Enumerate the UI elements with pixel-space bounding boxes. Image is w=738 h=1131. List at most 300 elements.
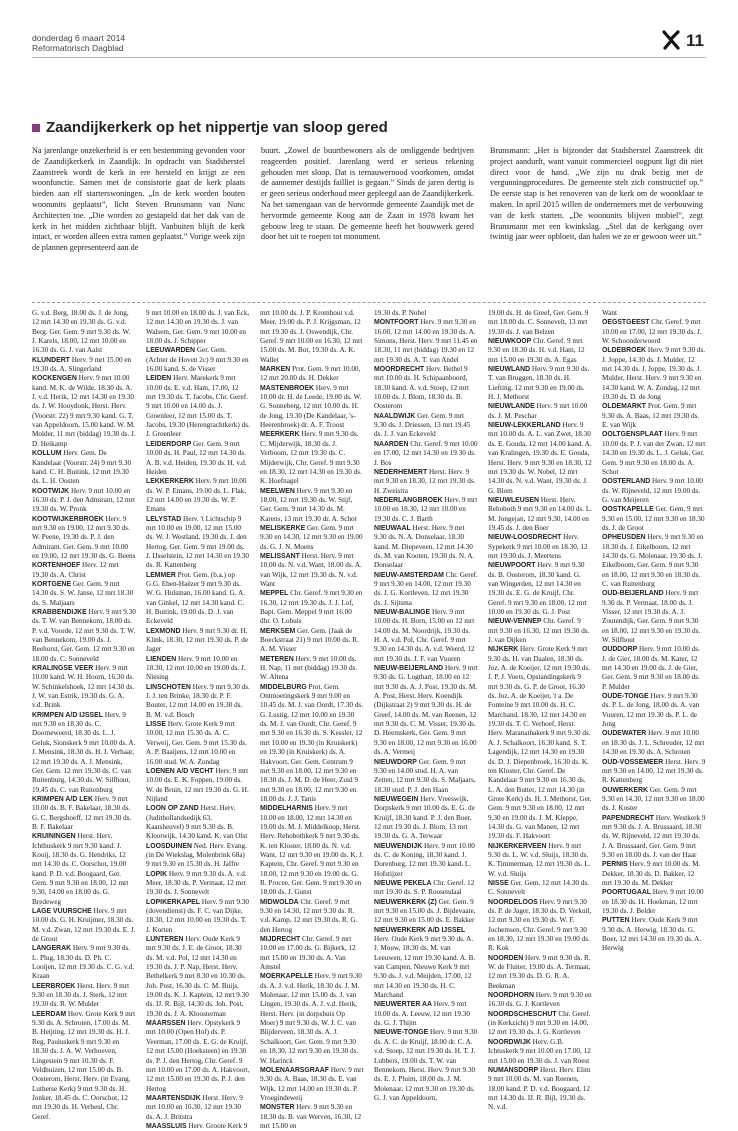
service-details: Ger. Gem. 9 mrt 9.30 en 14.30, 12 mrt 9.30 en 19.00 ds. G. J. N. Moens xyxy=(260,523,363,551)
place-name: OLDEMARKT xyxy=(602,403,647,411)
service-details: Herv. Bethel 9 mrt 10.00 ds. H. Schipaanboord, 18.30 kand. A. v.d. Stoep, 12 mrt 10.00 ds. J. Blom, 18.30 ds. B. Oosterom xyxy=(374,365,469,411)
list-item xyxy=(32,561,136,580)
place-name: NOORDEN xyxy=(488,954,524,962)
service-details: Ger. Gem. 9 mrt 14.30 ds. S. W. Janse, 12 mrt 18.30 ds. S. Maljaars xyxy=(32,579,134,607)
church-service-list xyxy=(32,309,708,1130)
list-item xyxy=(374,496,478,524)
service-details: Herv. 9 mrt 10.00 ds. W. Rijneveld, 12 mrt 19.00 ds. G. van Meijeren xyxy=(602,477,703,504)
list-item xyxy=(32,356,136,375)
place-name: MIDWOLDA xyxy=(260,898,299,906)
place-name: NIEUWLAND xyxy=(488,366,531,374)
service-details: Herv. 9 mrt 10.00 ds. C. de Koning, 18.30 kand. J. Dorenburg, 12 mrt 19.30 kand. L. Hofstijzer xyxy=(374,841,475,878)
place-name: NOORDSCHESCHUT xyxy=(488,1010,557,1018)
service-details: Chr. Geref. (in Kerkzicht) 9 mrt 9.30 en 14.00, 12 mrt 19.30 ds. J. G. Kortleven xyxy=(488,1009,591,1037)
service-details: Chr. Geref. 9 mrt 9.30 en 16.30, 12 mrt 19.30 ds. J. J. Lof, Bapt. Gem. Meppel 9 mrt 16.00 dhr. O. Lobuis xyxy=(260,589,363,626)
list-column xyxy=(146,309,250,1130)
place-name: OUWERKERK xyxy=(602,786,648,794)
list-item xyxy=(32,608,136,664)
place-name: NIEUW-AMSTERDAM xyxy=(374,571,444,579)
list-column xyxy=(260,309,364,1130)
article-column xyxy=(261,146,474,254)
service-details: Herv. 9 mrt 9.30 ds. T. W. van Bennekom, 18.00 ds. P. v.d. Voorde, 12 mrt 9.30 ds. T. W. van Bennekom, 19.00 ds. J. Reehorst, Ger. Gem. 12 mrt 9.30 en 18.00 ds. C. Sonneveld xyxy=(32,608,136,663)
place-name: OUDEWATER xyxy=(602,730,647,738)
place-name: LOENEN A/D VECHT xyxy=(146,767,214,775)
article-column xyxy=(32,146,245,254)
place-name: MIJDRECHT xyxy=(260,936,301,944)
service-details: Herv. 9 mrt 10.00 en 18.30, 12 mrt 10.00 en 19.30 ds. C. J. Barth xyxy=(374,495,478,523)
place-name: OEGSTGEEST xyxy=(602,319,650,327)
list-item xyxy=(146,440,250,477)
list-item xyxy=(374,898,478,926)
service-details: Ger. Gem. (Jaak de Boeckstraat 21) 9 mrt 10.00 ds. R. A. M. Visser xyxy=(260,626,359,654)
place-name: POORTUGAAL xyxy=(602,889,651,897)
place-name: LIENDEN xyxy=(146,655,177,663)
service-details: Herv. 9 mrt 9.30 en 18.00, 12 mrt 19.30 ds. W. Stijf, Ger. Gem. 9 mrt 14.30 ds. M. Karens, 13 mrt 19.30 dr. A. Schot xyxy=(260,486,357,523)
list-item xyxy=(602,645,706,692)
place-name: MERKSEM xyxy=(260,627,296,635)
list-item xyxy=(32,580,136,608)
list-item xyxy=(146,804,250,841)
place-name: NIEUWAAL xyxy=(374,524,411,532)
service-details: Ger. Gem. 9 mrt 9.30 ds. J. Driessen, 13 mrt 19.45 ds. J. J. van Eckeveld xyxy=(374,411,471,439)
place-name: MEPPEL xyxy=(260,590,289,598)
place-name: NIEUW-VENNEP xyxy=(488,618,542,626)
service-details: Prot. Gem. Ontmoetingskerk 9 mrt 9.00 en 10.45 ds. M. J. van Oordt, 17.30 ds. G. Lustig, 12 mrt 10.00 en 19.30 ds. M. J. van Oordt, Chr. Geref. 9 mrt 9.30 en 16.30 ds. S. Kessler, 12 mrt 10.00 en 19.30 (in Kruiskerk) en 19.30 (in Kruiskerk) ds. A. Hakvoort, Ger. Gem. Centrum 9 mrt 9.30 en 18.00, 12 mrt 9.30 en 18.30 ds. J. M. D. de Heer, Zuid 9 mrt 9.30 en 18.00, 12 mrt 9.30 en 18.00 ds. J. J. Tanis xyxy=(260,682,364,803)
service-details: Herst. Herv. Rehoboth 9 mrt 9.30 en 14.00 ds. L. M. Jongejan, 12 mrt 9.30, 14.00 en 19.45 ds. J. den Boer xyxy=(488,495,593,532)
place-name: NIEUWENDIJK xyxy=(374,842,423,850)
service-details: Ger. Gem. 9 mrt 10.00 ds. H. Paul, 12 mrt 14.30 ds. A. B. v.d. Heiden, 19.30 ds. H. v.d. Heiden xyxy=(146,439,247,476)
place-name: MELISKERKE xyxy=(260,524,306,532)
place-name: MOERKAPELLE xyxy=(260,973,313,981)
list-item xyxy=(32,374,136,449)
service-details: Want xyxy=(602,309,617,317)
list-item xyxy=(374,318,478,365)
place-name: NOORDHORN xyxy=(488,992,534,1000)
place-name: LUNTEREN xyxy=(146,936,184,944)
place-name: OLDEBROEK xyxy=(602,347,647,355)
article-paragraph: Na jarenlange onzekerheid is er een bestemming gevonden voor de Zaandijkerkerk in Zaandijk. In opdracht van Stadsherstel Zaanstreek wordt de kerk in ere hersteld en krijgt ze een woonfunctie. Samen met de consistorie gaat de kerk plaats bieden aan elf starterswoningen. „In de kerk worden houten woonunits geplaatst”, licht Steven Brunsmann van Nunc Architecten toe. „Die worden zo gestapeld dat het dak van de kerk in het midden zichtbaar blijft. Vanbuiten blijft de kerk intact, er worden alleen extra ramen geplaatst.” Vorige week zijn de plannen gepresenteerd aan de xyxy=(32,146,245,253)
service-details: Herv. 9 mrt 10.00 en 18.30, 12 mrt 10.00 en 19.00 ds. J. Niesing xyxy=(146,654,246,682)
place-name: KRABBENDIJKE xyxy=(32,609,87,616)
place-name: MAARSSEN xyxy=(146,1020,186,1028)
list-item xyxy=(146,720,250,767)
place-name: KORTGENE xyxy=(32,580,72,588)
list-item xyxy=(32,515,136,562)
list-item xyxy=(32,711,136,795)
service-details: Herv. 9 mrt 10.00 ds. H. Nap, 11 mrt (biddag) 19.30 ds. W. Altena xyxy=(260,654,358,682)
service-details: Chr. Geref. 9 mrt 9.30 en 16.30, 12 mrt 19.30 ds. J. van Dijken xyxy=(488,617,590,645)
list-item xyxy=(146,842,250,870)
place-name: NIEUWERKERK A/D IJSSEL xyxy=(374,926,466,934)
list-item xyxy=(146,898,250,935)
list-item xyxy=(374,608,478,664)
list-item xyxy=(260,365,364,384)
place-name: MONTFOORT xyxy=(374,319,419,327)
service-details: Chr. Geref. 12 mrt 19.30 ds. S. P. Roosendaal xyxy=(374,878,475,897)
paper-name: Reformatorisch Dagblad xyxy=(32,43,124,53)
list-item xyxy=(602,758,706,786)
service-details: Herv. 9 mrt 9.30 ds. P. Vermaat, 18.00 ds. J. Visser, 12 mrt 19.30 ds. A. J. Zoutendijk, Ger. Gem. 9 mrt 9.30 en 18.00, 12 mrt 9.30 en 19.30 ds. W. Silfhout xyxy=(602,589,701,645)
service-details: Herv. G.B. Ichtuskerk 9 mrt 10.00 en 17.00, 12 mrt 15.00 en 19.30 ds. J. van Roest xyxy=(488,1037,591,1065)
list-item xyxy=(146,1019,250,1094)
list-item xyxy=(32,487,136,515)
place-name: NIEUW-LOOSDRECHT xyxy=(488,534,562,542)
list-item xyxy=(32,664,136,711)
list-item xyxy=(602,692,706,729)
service-details: Herv. Marekerk 9 mrt 10.00 ds. E. v.d. Ham, 17.00, 12 mrt 19.30 ds. T. Jacobs, Chr. Geref. 9 mrt 10.00 en 14.00 ds. J. Groenleer, 12 mrt 15.00 ds. T. Jacobs, 19.30 (Herengrachtkerk) ds. J. Groenleer xyxy=(146,374,250,439)
place-name: NIEUW-LEKKERLAND xyxy=(488,422,561,430)
place-name: KRUININGEN xyxy=(32,833,76,841)
service-details: 9 mrt 10.00 en 18.00 ds. J. van Eck, 12 mrt 14.30 en 19.30 ds. J. van Walsem, Ger. Gem. 9 mrt 10.00 en 18.00 ds. J. Schipper xyxy=(146,309,250,346)
service-details: Herv. 9 mrt 9.30 ds. T. van Bruggen, 18.30 ds. H. Liefting, 12 mrt 9.30 en 19.00 ds. H. J. Methorst xyxy=(488,365,590,402)
service-details: Herv. 9 mrt 10.00 kand. M. K. de Wilde, 18.30 ds. A. J. v.d. Herik, 12 mrt 14.30 en 19.30 ds. J. W. Hooydonk, Herst. Herv. (Voorstr. 22) 9 mrt 9.30 kand. G. T. van Appeldoorn, 15.00 kand. W. M. Molder, 11 mrt (biddag) 19.30 ds. J. D. Heikamp xyxy=(32,374,136,448)
list-item xyxy=(146,477,250,514)
service-details: Herv. 9 mrt 15.00 en 19.30 ds. A. Slingerland xyxy=(32,355,132,374)
service-details: Herv. Opstykerk 9 mrt 10.00 (Open Hof) ds. P. Veerman, 17.00 ds. E. G. de Kruijf, 12 mrt 15.00 (Hoeksteen) en 19.30 ds. P. J. den Hertog, Chr. Geref. 9 mrt 10.00 en 17.00 ds. A. Hakvoort, 12 mrt 15.00 en 19.30 ds. P. J. den Hertog xyxy=(146,1019,250,1093)
service-details: Herv. 9 mrt 9.30 ds. J. J. ten Brinke, 18.30 dr. P. F. Bouter, 12 mrt 14.00 en 19.30 ds. B. M. v.d. Bosch xyxy=(146,682,250,719)
place-name: LEKKERKERK xyxy=(146,478,194,486)
list-item xyxy=(488,1010,592,1038)
place-name: KOOTWIJKERBROEK xyxy=(32,515,104,523)
place-name: LEXMOND xyxy=(146,627,181,635)
place-name: NIEUWDORP xyxy=(374,758,417,766)
list-item xyxy=(602,916,706,953)
list-item xyxy=(602,402,706,430)
place-name: NOORDELOOS xyxy=(488,898,538,906)
service-details: Herv. 9 mrt 10.00 ds. J. de Gier, 18.00 ds. M. Kater, 12 mrt 14.30 en 19.00 ds. J. de Gier, Ger. Gem. 9 mrt 9.30 en 18.00 ds. P. Mulder xyxy=(602,645,700,691)
place-name: NIEUWEGEIN xyxy=(374,795,419,803)
service-details: Herv. 9 mrt 9.30 ds. R. W. de Fluiter, 19.00 ds. A. Termaat, 12 mrt 19.30 ds. D. G. R. A. Beekman xyxy=(488,953,591,990)
list-item xyxy=(488,365,592,402)
list-item xyxy=(32,832,136,907)
service-details: Herv. 9 mrt 10.00 ds. M. Dekker, 18.30 ds. D. Bakker, 12 mrt 19.30 ds. M. Dekker xyxy=(602,860,701,887)
place-name: KRALINGSE VEER xyxy=(32,665,94,673)
service-details: Herv. Grote Kerk 9 mrt 9.30 ds. H. van Daalen, 18.30 ds. Joz. A. de Koeijer, 12 mrt 19.30 ds. J. P. J. Voets, Opstandingskerk 9 mrt 9.30 ds. G. P. de Groot, 16.30 ds. Joz. A. de Koeijer, 't a. De Fonteine 9 mrt 10.00 ds. H. C. Marchand, 18.30, 12 mrt 14.30 en 19.30 ds. T. C. Verhoef, Herst. Herv. Maranathakerk 9 mrt 9.30 ds. A. J. Schalkoort, 16.30 kand. S. T. Lagendijk, 12 mrt 14.30 en 19.30 ds. D. J. Diepenbroek, 16.30 ds. K. ten Kloster, Chr. Geref. De Kandelaar 9 mrt 9.30 en 16.30 ds. L. A. den Butter, 12 mrt 14.30 (in Grote Kerk) ds. H. J. Methorst, Ger. Gem. 9 mrt 9.30 en 18.00, 12 mrt 9.30 en 19.00 ds. J. M. Kleppe, 14.30 ds. G. van Manen, 12 mrt 19.30 ds. F. Hakvoort xyxy=(488,645,592,841)
list-item xyxy=(260,589,364,626)
list-column xyxy=(602,309,706,1061)
service-details: Herv. 9 mrt 9.30 ds. L. W. v.d. Sluijs, 18.30 ds. K. Timmerman, 12 mrt 19.30 ds. L. W. v.d. Sluijs xyxy=(488,841,591,878)
service-details: Herst. Herv. Elim 9 mrt 10.00 ds. M. van Reenen, 18.00 kand. P. D. v.d. Boogaard, 12 mrt 14.30 ds. IJ. R. Bijl, 19.30 ds. N. v.d. xyxy=(488,1065,591,1112)
service-details: Herv. Oude Kerk 9 mrt 9.30 ds. A. J. Mouw, 18.30 ds. M. van Leeuwen, 12 mrt 19.30 kand. A. B. van Campen, Nieuwe Kerk 9 mrt 9.30 ds. J. v.d. Meijden, 17.00, 12 mrt 14.30 en 19.30 ds. H. C. Marchand xyxy=(374,935,476,1000)
service-details: Ger. Gem. 9 mrt 9.30 en 15.00, 12 mrt 9.30 en 18.30 ds. J. de Groot xyxy=(602,505,705,532)
list-item xyxy=(602,309,706,318)
service-details: Prot. Gem. 9 mrt 10.00, 12 mrt 20.00 ds. H. Dekker xyxy=(260,365,361,383)
service-details: Herv. 9 mrt 9.30 (dovendienst) ds. F. C. van Dijke, 18.30, 12 mrt 10.00 en 19.30 ds. T. J. Korten xyxy=(146,897,250,934)
place-name: NIJKERKERVEEN xyxy=(488,842,547,850)
place-name: MAARTENSDIJK xyxy=(146,1094,201,1102)
list-item xyxy=(146,571,250,627)
list-item xyxy=(260,1103,364,1131)
place-name: LOON OP ZAND xyxy=(146,805,199,813)
service-details: Herv. 9 mrt 9.30 ds. A. v.d. Meer, 18.30 ds. P. Vermaat, 12 mrt 19.30 ds. J. Sonnevelt xyxy=(146,869,247,897)
list-item xyxy=(146,346,250,374)
service-details: G. v.d. Berg, 18.00 ds. J. de Jong, 12 mrt 14.30 en 19.30 ds. G. v.d. Berg. Ger. Gem. 9 mrt 9.30 ds. W. J. Karels, 18.00, 12 mrt 10.00 en 16.30 ds. G. J. van Aalst xyxy=(32,309,131,355)
list-item xyxy=(374,926,478,1001)
service-details: Herv. 9 mrt 9.30 en 16.00, 12 mrt 14.00 en 19.30 ds. A. Simons, Herst. Herv. 9 mrt 11.45 en 18.30, 11 mrt (biddag) 19.30 en 12 mrt 19.30 ds. A. T. van Andel xyxy=(374,318,478,364)
service-details: Herv. 9 mrt 9.30 ds. A. J. v.d. Herik, 18.30 ds. J. M. Molenaar, 12 mrt 15.00 ds. J. van Lingen, 19.30 ds. A. J. v.d. Herik, Herst. Herv. (in dorpshuis Op Moer) 9 mrt 9.30 ds. W. J. C. van Blijderveen, 18.30 ds. A. J. Schalkoort, Ger. Gem. 9 mrt 9.30 en 18.30, 12 mrt 9.30 en 19.30 ds. W. Harinck xyxy=(260,972,362,1065)
place-name: KRIMPEN A/D IJSSEL xyxy=(32,711,103,719)
service-details: Herv. 9 mrt 10.00 ds. A. L. van Zwet, 18.30 ds. E. Gouda, 12 mrt 14.00 kand. A. van Kralingen, 19.30 ds. E. Gouda, Herst. Herv. 9 mrt 9.30 en 18.30, 12 mrt 19.30 ds. W. Nobel, 12 mrt 14.30 ds. N. v.d. Want, 19.30 ds. J. G. Blom xyxy=(488,421,592,495)
place-name: METEREN xyxy=(260,655,294,663)
service-details: Herv. Vreeswijk, Dorpskerk 9 mrt 10.00 ds. E. G. de Kruijf, 18.30 kand. P. J. den Boer, 12 mrt 19.30 ds. J. Blom, 13 mrt 19.30 ds. G. A. Terwaar xyxy=(374,794,475,841)
place-name: MEELWEN xyxy=(260,487,295,495)
list-item xyxy=(146,1094,250,1122)
list-item xyxy=(146,655,250,683)
list-item xyxy=(32,982,136,1010)
list-item xyxy=(146,767,250,804)
place-name: KRIMPEN A/D LEK xyxy=(32,795,93,803)
place-name: NUMANSDORP xyxy=(488,1066,539,1074)
place-name: NIEUW-BALINGE xyxy=(374,609,431,616)
list-item xyxy=(260,898,364,935)
service-details: Herv. Oude Kerk 9 mrt 9.30 ds. J. E. de Groot, 18.30 ds. M. v.d. Pol, 12 mrt 14.30 en 19.30 ds. J. P. Nap, Herst. Herv. Bethelkerk 9 mrt 8.30 en 10.30 ds. Joh. Post, 16.30 ds. C. M. Buijs, 19.00 ds. K. J. Kaptein, 12 mrt 9.30 ds. IJ. R. Bijl, 14.30 ds. Joh. Post, 19.30 ds. J. A. Kloosterman xyxy=(146,935,249,1018)
service-details: Herv. 9 mrt 10.00 ds. J. M. Peschar xyxy=(488,402,588,420)
place-name: LEEUWARDEN xyxy=(146,347,196,355)
service-details: Herv. 9 mrt 9.30 ds. G. Lugthart, 18.00 en 12 mrt 9.30 ds. A. J. Post, 19.30 ds. M. A. Post, Herst. Herv. Koendijk (Dijkstraat 2) 9 mrt 9.30 ds. H. de Greef, 14.00 ds. M. van Reenen, 12 mrt 9.30 ds. C. M. Visser, 19.30 ds. D. Heemskerk, Ger. Gem. 9 mrt 9.30 en 18.00, 12 mrt 9.30 en 16.00 ds. A. Vermeij xyxy=(374,664,478,757)
place-name: OOLTGENSPLAAT xyxy=(602,431,663,439)
place-name: NIEUWERKERK (Z) xyxy=(374,898,437,906)
place-name: PERNIS xyxy=(602,861,628,869)
service-details: Herst. Herv. 9 mrt 9.30 en 18.30 ds. J. Sterk, 12 mrt 19.30 ds. R. W. Mulder xyxy=(32,981,130,1009)
place-name: LANGERAK xyxy=(32,945,72,953)
list-item xyxy=(374,468,478,496)
list-item xyxy=(260,935,364,972)
service-details: Herv. 9 mrt 9.30 ds. B. Oosterom, 18.30 kand. G. van Wingerden, 12 mrt 14.30 en 19.30 ds. E. G. de Kruijf, Chr. Geref. 9 mrt 9.30 en 18.00, 12 mrt 10.00 en 19.30 ds. G. J. Post xyxy=(488,561,587,616)
place-name: LAGE VUURSCHE xyxy=(32,908,92,915)
list-item xyxy=(260,655,364,683)
place-name: KOOTWIJK xyxy=(32,487,70,495)
service-details: Herv. 9 mrt 10.00 ds. H. Born, 15.00 en 12 mrt 14.00 ds. M. Noordrijk, 19.30 ds. H. A. v.d. Pol, Chr. Geref. 9 mrt 9.30 en 14.30 ds. A. v.d. Weerd, 12 mrt 19.30 ds. J. F. van Vuuren xyxy=(374,608,475,663)
service-details: Herv. 9 mrt 9.30 dr. H. Klink, 18.30, 12 mrt 19.30 ds. P. de Jager xyxy=(146,626,249,654)
list-item xyxy=(260,804,364,897)
article-paragraph: Brunsmann: „Het is bijzonder dat Stadsherstel Zaanstreek dit project aandurft, want vanuit commercieel oogpunt ligt dit niet direct voor de hand. „We zijn nu druk bezig met de vergunningprocedures. De gemeente stelt zich constructief op.” De eerste stap is het renoveren van de kerk om de woonklaar te maken. In april 2015 willen de ondernemers met de verbouwing van de kerk starten. „De woonunits blijven mobiel”, zegt Brunsmann met een kwinkslag. „Stel dat de kerkgang over twintig jaar weer opbloeit, dan halen we ze er gewoon weer uit.” xyxy=(490,146,703,242)
service-details: Herv. 12 mrt 19.30 ds. A. Christ xyxy=(32,561,119,579)
list-item xyxy=(374,664,478,757)
list-item xyxy=(488,617,592,645)
service-details: Herv. 9 mrt 10.00 ds. W. P. Emans, 19.00 ds. L. Flak, 12 mrt 14.00 en 19.30 ds. W. P. Emans xyxy=(146,477,247,514)
list-column xyxy=(374,309,478,1102)
article-heading xyxy=(32,119,388,136)
service-details: Herv. 9 mrt 10.00 en 18.30 ds. J. L. Schreuder, 12 mrt 14.30 en 19.30 ds. A. Schroten xyxy=(602,729,705,757)
place-name: OOSTKAPELLE xyxy=(602,506,654,514)
list-item xyxy=(602,533,706,589)
place-name: MOORDRECHT xyxy=(374,366,425,374)
place-name: MARKEN xyxy=(260,366,291,374)
service-details: Herst. Herv. 9 mrt 10.00 ds. N. v.d. Want, 18.00 ds. A. van Wijk, 12 mrt 19.30 ds. N. v.d. Want xyxy=(260,551,362,588)
service-details: Herst. Herv. Ichthuskerk 9 mrt 9.30 kand. J. Kooij, 18.30 ds. G. Hendriks, 12 mrt 14.30 ds. C. Oorschot, 19.00 kand. P. D. v.d. Boogaard, Ger. Gem. 9 mrt 9.30 en 18.00, 12 mrt 9.30, 14.00 en 18.00 ds. G. Bredeweg xyxy=(32,832,129,906)
list-item xyxy=(488,402,592,421)
service-details: 19.00 ds. H. de Greef, Ger. Gem. 9 mrt 18.00 ds. C. Sonnevelt, 13 mrt 19.30 ds. J. van Belzen xyxy=(488,309,589,336)
list-item xyxy=(374,1000,478,1028)
service-details: Herv. 9 mrt 9.30 en 19.00, 12 mrt 9.30 ds. W. Peene, 19.30 ds. P. J. den Admirant. Ger. Gem. 9 mrt 10.00 en 19.00, 12 mrt 19.30 ds. G. Beens xyxy=(32,514,136,560)
date-text: donderdag 6 maart 2014 xyxy=(32,33,126,43)
place-name: LEIDERDORP xyxy=(146,440,192,448)
list-item xyxy=(374,758,478,795)
page-number: 11 xyxy=(686,31,704,50)
place-name: NAALDWIJK xyxy=(374,412,416,420)
list-item xyxy=(260,972,364,1065)
service-details: Herv. 9 mrt 9.30 ds. P. de Jager, 18.30 ds. D. Verkuil, 12 mrt 9.30 en 19.30 ds. W. F. Jochemsen, Chr. Geref. 9 mrt 9.30 en 18.30, 12 mrt 19.30 en 19.00 ds. R. Kok xyxy=(488,897,592,953)
service-details: Herv. 9 mrt 9.30 ds. P. L. de Jong, 18.00 ds. A. van Vuuren, 12 mrt 19.30 ds. P. L. de Jong xyxy=(602,692,700,729)
place-name: NIEUWPOORT xyxy=(488,562,536,570)
service-details: Herv. Grote Kerk 9 mrt 10.00, 12 mrt 15.30 ds. A. C. Verweij, Ger. Gem. 9 mrt 15.30 ds. A. P. Baaijens, 12 mrt 10.00 en 16.00 stud. W. A. Zondag xyxy=(146,720,247,766)
article-title: Zaandijkerkerk op het nippertje van sloop gered xyxy=(46,119,388,136)
header-date xyxy=(32,33,125,53)
service-details: Herv. 9 mrt 9.30 ds. A. Baas, 18.30 ds. E. van Wijk, 12 mrt 14.00 en 19.30 ds. P. Vroegindeweij xyxy=(260,1065,364,1102)
list-item xyxy=(260,1066,364,1103)
service-details: Herv. 9 mrt 10.00 en 18.30 ds. H. Hoekman, 12 mrt 19.30 ds. J. Belder xyxy=(602,888,704,915)
list-item xyxy=(602,814,706,861)
service-details: Herv. 9 mrt 9.30 ds. C. Mijderwijk, 18.30 ds. J. Verboom, 12 mrt 19.30 ds. C. Mijderwijk, Chr. Geref. 9 mrt 9.30 en 18.30, 12 mrt 14.30 en 19.30 ds. K. Hoefnagel xyxy=(260,430,362,486)
list-item xyxy=(374,309,478,318)
place-name: NIEUWE PEKELA xyxy=(374,879,432,887)
article-paragraph: buurt. „Zowel de buurtbewoners als de omliggende bedrijven reageerden positief. Jarenlang werd er serieus rekening gehouden met sloop. Dat is ternauwernood voorkomen, omdat de aannemer destijds failliet is gegaan.” Sinds de jaren dertig is er geen serieus onderhoud meer gepleegd aan de Zaandijkerkerk. Na het samengaan van de hervormde gemeente Zaandijk met de hervormde gemeente Koog aan de Zaan in 1978 kwam het gebouw leeg te staan. De gemeente heeft het bouwwerk gered door het uit te roepen tot monument. xyxy=(261,146,475,242)
list-item xyxy=(260,384,364,431)
list-item xyxy=(602,589,706,645)
place-name: NIEUWKOOP xyxy=(488,338,532,346)
list-item xyxy=(488,879,592,898)
service-details: Herv. 9 mrt 10.00 ds. B. F. Bakelaar, 18.30 ds. G. C. Bergshoeff, 12 mrt 19.30 ds. B. F. Bakelaar xyxy=(32,794,132,831)
service-details: Herv. Gem. De Kandelaar (Voorstr. 24) 9 mrt 9.30 kand. C. H. Buitink, 12 mrt 19.30 ds. L. H. Oosten xyxy=(32,449,132,486)
list-item xyxy=(32,907,136,944)
place-name: NIEUWE-TONGE xyxy=(374,1029,429,1037)
service-details: Herv. 9 mrt 9.30 en 18.30 ds. C. Doorneweerd, 18.30 ds. L. J. Geluk, Sionskerk 9 mrt 10.00 ds. A. J. Mensink, 18.30 ds. H. J. Verhaar, 12 mrt 19.30 ds. A. J. Mensink, Ger. Gem. 12 mrt 19.30 ds. C. van Ruitenburg, 14.30 ds. W. Silfhout, 19.45 ds. C. van Ruitenburg xyxy=(32,710,136,794)
place-name: KOCKENGEN xyxy=(32,375,77,383)
service-details: Herv. 9 mrt 10.00 ds. P. J. van der Zwan, 12 mrt 14.30 en 19.30 ds. L. J. Geluk, Ger. Gem. 9 mrt 9.30 en 18.00 ds. A. Schot xyxy=(602,430,706,476)
list-item xyxy=(488,533,592,561)
place-name: LEMMER xyxy=(146,571,176,579)
place-name: KLUNDERT xyxy=(32,356,70,364)
list-item xyxy=(260,524,364,552)
list-item xyxy=(602,318,706,346)
place-name: NIEUWERTER AA xyxy=(374,1001,432,1009)
list-item xyxy=(374,842,478,879)
service-details: Ger. Gem. 9 mrt 9.30 en 15.00 ds. J. Bijdevaate, 12 mrt 9.30 en 15.00 ds. E. Bakker xyxy=(374,897,476,925)
list-item xyxy=(602,786,706,814)
article-body xyxy=(32,146,708,254)
place-name: NIEUWLANDE xyxy=(488,403,535,411)
service-details: Ned. Herv. Evang. (in De Wiekslag, Molenbrink 68a) 9 mrt 9.30 en 15.30 ds. H. Jaffre xyxy=(146,841,247,869)
service-details: Herv. 9 mrt 10.00 en 16.30 ds. P. J. den Admirant, 12 mrt 19.30 ds. W. Pronk xyxy=(32,486,136,514)
header-divider xyxy=(32,57,706,58)
service-details: Chr. Geref. 9 mrt 10.00 en 17.00 ds. G. Bijkerk, 12 mrt 15.00 en 19.30 ds. A. Van Amstel xyxy=(260,935,356,972)
list-item xyxy=(488,842,592,879)
service-details: Herv. 9 mrt 10.00 kand. W. H. Hoorn, 16.30 ds. W. Schinkelshoek, 12 mrt 14.30 ds. J. W. van Estrik, 19.30 ds. G. A. v.d. Brink xyxy=(32,664,135,710)
place-name: LOPIKERKAPEL xyxy=(146,898,200,906)
service-details: Herv. Grote Kerk 9 mrt 9.30 ds. A. Schroten, 17.00 ds. M. B. Heijting, 12 mrt 19.30 ds. H. J. Reg, Pauluskerk 9 mrt 9.30 en 18.30 ds. J. A. W. Verhoeven, Lingestein 9 mrt 10.30 ds. F. Veldhuizen, 12 mrt 15.00 ds. B. Oosterom, Herst. Herv. (in Evang. Lutherse Kerk) 9 mrt 9.30 ds. H. Jonker, 18.45 ds. C. Oorschot, 12 mrt 19.30 ds. H. Verheul, Chr. Geref. xyxy=(32,1009,136,1121)
service-details: Herv. 9 mrt 10.00 ds. G. H. Kruijmer, 18.30 ds. M. v.d. Zwan, 12 mrt 19.30 ds. E. J. de Groot xyxy=(32,907,136,944)
place-name: LELYSTAD xyxy=(146,515,182,523)
list-item xyxy=(146,935,250,1019)
place-name: NEDERHEMERT xyxy=(374,468,428,476)
place-name: OOSTERLAND xyxy=(602,478,651,486)
place-name: LOOSDUINEN xyxy=(146,842,192,850)
list-item xyxy=(488,1038,592,1066)
list-item xyxy=(602,430,706,477)
place-name: MIDDELHARNIS xyxy=(260,805,313,813)
place-name: LEERDAM xyxy=(32,1010,67,1018)
service-details: Ger. Gem. 9 mrt 9.30 en 14.00 stud. H. A. van Zetten, 12 mrt 9.30 ds. S. Maljaars, 18.30 stud. P. J. den Haan xyxy=(374,757,476,794)
service-details: Herv. 9 mrt 10.00 ds. A. Leeuw, 12 mrt 19.30 ds. G. J. Thijm xyxy=(374,1000,470,1028)
service-details: Herv. Sypekerk 9 mrt 10.00 en 18.30, 12 mrt 19.30 ds. J. Meertens xyxy=(488,533,588,560)
service-details: mrt 10.00 ds. J. P. Kromhout v.d. Meer, 19.00 ds. P. J. Krijgsman, 12 mrt 19.30 ds. J. Oswendijk, Chr. Geref. 9 mrt 10.00 en 16.30, 12 mrt 15.00 ds. M. Bot, 19.30 ds. A. K. Wallet xyxy=(260,309,363,364)
list-item xyxy=(32,1010,136,1122)
list-item xyxy=(260,487,364,524)
list-item xyxy=(488,496,592,533)
place-name: LINSCHOTEN xyxy=(146,683,191,691)
service-details: Herst. Herv. 9 mrt 9.30 en 18.30, 12 mrt 19.30 ds. H. Zweistra xyxy=(374,467,476,495)
place-name: MONSTER xyxy=(260,1104,295,1112)
list-item xyxy=(602,477,706,505)
service-details: Prot. Gem. (b.a.) op G.G. Eben-Haëzer 9 mrt 9.30 ds. W. G. Hulsman, 16.00 kand. G. A. van Ginkel, 12 mrt 14.30 kand. C. H. Buitink, 19.00 ds. D. J. van Eckeveld xyxy=(146,570,245,626)
place-name: NEDERLANGBROEK xyxy=(374,496,443,504)
list-item xyxy=(374,795,478,842)
list-item xyxy=(488,309,592,337)
list-item xyxy=(32,309,136,356)
list-item xyxy=(602,505,706,533)
service-details: Herst. Herv. 9 mrt 9.30 en 14.00, 12 mrt 19.30 ds. R. Kattenberg xyxy=(602,757,706,785)
place-name: MAASSLUIS xyxy=(146,1122,187,1130)
list-item xyxy=(374,1028,478,1103)
service-details: Herv. 9 mrt 9.30 ds. L. Plug, 18.30 ds. D. Ph. C. Looijen, 12 mrt 19.30 ds. C. G. v.d. Kraan xyxy=(32,944,135,981)
place-name: OUD-VOSSEMEER xyxy=(602,758,664,766)
service-details: Herv. Groote Kerk 9 xyxy=(188,1121,248,1130)
service-details: Herv. 9 mrt 10.00 ds. E. K. Foppen, 19.00 ds. W. de Bruin, 12 mrt 19.30 ds. G. H. Nijland xyxy=(146,766,249,803)
list-item xyxy=(488,337,592,365)
place-name: OUDE-TONGE xyxy=(602,693,649,701)
list-item xyxy=(374,412,478,440)
place-name: OUDDORP xyxy=(602,646,638,654)
service-details: Herv. 9 mrt 9.30 en 18.30 ds. J. Eikelboom, 12 mrt 14.30 ds. G. Molenaar, 19.30 ds. J. Eikelboom, Ger. Gem. 9 mrt 9.30 en 18.00, 12 mrt 9.30 en 18.30 ds. C. van Ruitenburg xyxy=(602,533,704,588)
list-item xyxy=(602,729,706,757)
list-item xyxy=(32,944,136,981)
place-name: NAARDEN xyxy=(374,440,409,448)
service-details: Herv. 9 mrt 10.00 dr. H. de Leede, 19.00 ds. W. G. Sonneberg, 12 mrt 10.00 ds. H. de Jong, 19.30 (De Kandelaar, 's-Heerenbroek) dr. A. F. Troost xyxy=(260,383,362,430)
service-details: Herv. 9 mrt 9.30 ds. A. C. de Kruijf, 18.00 dr. C. A. v.d. Stoep, 12 mrt 19.30 ds. H. T. J. Lubbers, 19.00 ds. T. W. van Bennekom, Herst. Herv. 9 mrt 9.30 ds. E. J. Pluim, 18.00 ds. J. M. Molenaar, 12 mrt 9.30 en 19.30 ds. G. J. van Appeldoorn, xyxy=(374,1028,478,1102)
list-item xyxy=(260,430,364,486)
place-name: KORTENHOEF xyxy=(32,562,81,570)
service-details: Ger. Gem. 9 mrt 9.30 en 14.30, 12 mrt 9.30 en 18.00 ds. J. Koster xyxy=(602,785,705,813)
list-item xyxy=(32,795,136,832)
place-name: MEERKERK xyxy=(260,431,300,439)
list-item xyxy=(602,346,706,402)
list-item xyxy=(146,683,250,720)
service-details: Ger. Gem. 12 mrt 14.30 ds. C. Sonnevelt xyxy=(488,878,589,897)
service-details: Chr. Geref. 9 mrt 9.30 en 14.30, 12 mrt 9.30 ds. R. v.d. Kamp, 12 mrt 19.30 ds. R. G. den Hertog xyxy=(260,897,358,934)
list-item xyxy=(488,991,592,1010)
article-column xyxy=(490,146,703,254)
place-name: OPHEUSDEN xyxy=(602,534,646,542)
service-details: Chr. Geref. 9 mrt 10.00 en 17.00, 12 mrt 19.30 ds. J. W. Schoonderwoerd xyxy=(602,318,702,346)
list-item xyxy=(374,879,478,898)
list-item xyxy=(146,627,250,655)
list-item xyxy=(260,552,364,589)
title-bullet-icon xyxy=(32,124,40,132)
list-item xyxy=(146,374,250,439)
service-details: Herv. 't Lichtschip 9 mrt 10.00 en 19.00, 12 mrt 15.00 ds. W. J. Westland, 19.30 ds. J. den Hertog. Ger. Gem. 9 mrt 19.00 ds. J. IJsselstein, 12 mrt 14.30 en 19.30 ds. R. Kattenberg xyxy=(146,514,250,570)
place-name: PAPENDRECHT xyxy=(602,814,654,822)
list-column xyxy=(32,309,136,1121)
place-name: LOPIK xyxy=(146,870,168,878)
service-details: Herv. Oude Kerk 9 mrt 9.30 ds. A. Herwig, 18.30 ds. G. Boer, 12 mrt 14.30 en 19.30 ds. A. Herwig xyxy=(602,916,702,953)
service-details: Ger. Gem. (Achter de Hoven 2c) 9 mrt 9.30 en 16.00 kand. S. de Visser xyxy=(146,346,249,374)
list-item xyxy=(374,440,478,468)
list-item xyxy=(32,449,136,486)
place-name: MASTENBROEK xyxy=(260,384,314,392)
service-details: Herv. 9 mrt 9.30 en 16.30 ds. G. J. Kortleven xyxy=(488,991,592,1009)
list-item xyxy=(602,860,706,888)
list-item xyxy=(488,954,592,991)
